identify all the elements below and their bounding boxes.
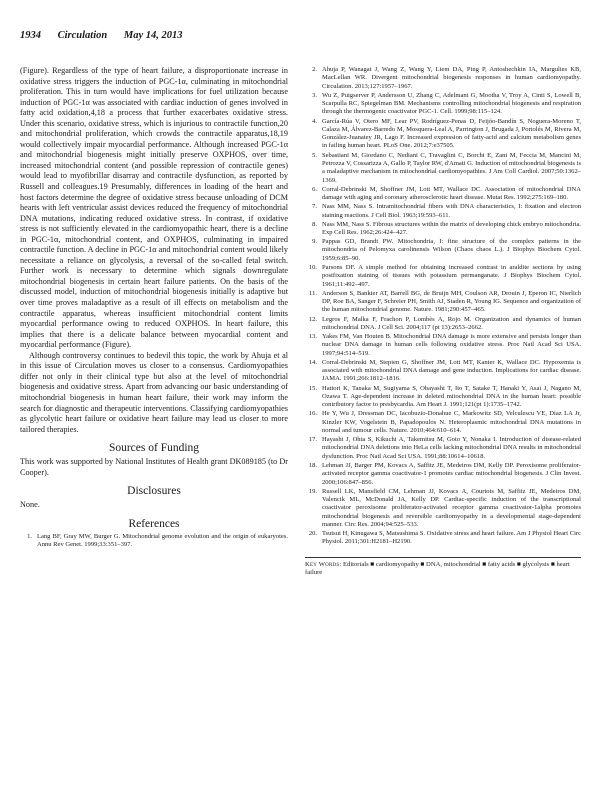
reference-text: Russell LK, Mansfield CM, Lehman JJ, Kovacs A, Courtois M, Saffitz JE, Medeiros DM, Valencik ML, McDonald JA, Kelly DP. Cardiac-specific induction of the transcriptional coactivator peroxisome proliferator-activated receptor gamma coactivator-1alpha promotes mitochondrial biogenesis and reversible cardiomyopathy in a developmental stage-dependent manner. Circ Res. 2004;94:525–533. bbox=[322, 487, 581, 528]
reference-number: 1. bbox=[27, 532, 32, 540]
keywords-divider bbox=[305, 557, 581, 558]
reference-item bbox=[305, 530, 581, 547]
reference-number: 20. bbox=[308, 530, 317, 538]
reference-text: Hattori K, Tanaka M, Sugiyama S, Obayashi T, Ito T, Satake T, Hanaki Y, Asai J, Nagano M, Ozawa T. Age-dependent increase in deleted mitochondrial DNA in the human heart: possible contributory factor to presbycardia. Am Heart J. 1991;121(pt 1):1735–1742. bbox=[322, 384, 581, 409]
reference-item bbox=[305, 385, 581, 410]
reference-text: He Y, Wu J, Dressman DC, Iacobuzio-Donahue C, Markowitz SD, Velculescu VE, Diaz LA Jr, Kinzler KW, Vogelstein B, Papadopoulos N. Heteroplasmic mitochondrial DNA mutations in normal and tumour cells. Nature. 2010;464:610–614. bbox=[322, 410, 581, 434]
reference-item bbox=[305, 290, 581, 315]
keywords-text: Editorials ■ cardiomyopathy ■ DNA, mitochondrial ■ fatty acids ■ glycolysis ■ heart failure bbox=[305, 560, 570, 577]
reference-number: 3. bbox=[312, 91, 317, 99]
reference-item bbox=[305, 488, 581, 529]
reference-item bbox=[20, 533, 288, 550]
reference-number: 4. bbox=[312, 117, 317, 125]
reference-item bbox=[305, 264, 581, 289]
reference-item bbox=[305, 92, 581, 117]
reference-item bbox=[305, 333, 581, 358]
journal-name: Circulation bbox=[57, 30, 108, 41]
disclosures-text bbox=[20, 500, 288, 511]
disclosures-paragraph: None. bbox=[20, 500, 40, 510]
reference-text: Corral-Debrinski M, Shoffner JM, Lott MT, Wallace DC. Association of mitochondrial DNA damage with aging and coronary atherosclerotic heart disease. Mutat Res. 1992;275:169–180. bbox=[322, 185, 581, 202]
reference-text: Pappas GD, Brandt PW. Mitochondria, I: fine structure of the complex patterns in the mitochondria of Pelomyxa carolinensis Wilson (Chaos chaos L.). J Biophys Biochem Cytol. 1959;6:85–90. bbox=[322, 238, 581, 262]
reference-number: 16. bbox=[308, 410, 317, 418]
reference-item bbox=[305, 118, 581, 151]
reference-text: Lehman JJ, Barger PM, Kovacs A, Saffitz JE, Medeiros DM, Kelly DP. Peroxisome proliferator-activated receptor gamma coactivator-1 promotes cardiac mitochondrial biogenesis. J Clin Invest. 2000;106:847–856. bbox=[322, 461, 581, 486]
body-text bbox=[20, 66, 288, 435]
keywords bbox=[305, 561, 581, 578]
reference-number: 14. bbox=[308, 358, 317, 366]
reference-number: 8. bbox=[312, 220, 317, 228]
page-header bbox=[20, 30, 580, 44]
reference-number: 18. bbox=[308, 461, 317, 469]
reference-text: Ahuja P, Wanagat J, Wang Z, Wang Y, Liem DA, Ping P, Antoshechkin IA, Margulies KB, MacLellan WR. Divergent mitochondrial biogenesis responses in human cardiomyopathy. Circulation. 2013;127:1957–1967. bbox=[322, 66, 581, 90]
reference-item bbox=[305, 152, 581, 185]
reference-text: Parsons DF. A simple method for obtaining increased contrast in araldite sections by using postfixation staining of tissues with potassium permanganate. J Biophys Biochem Cytol. 1961;11:492–497. bbox=[322, 263, 581, 288]
funding-paragraph: This work was supported by National Institutes of Health grant DK089185 (to Dr Cooper). bbox=[20, 457, 288, 477]
reference-text: Nass MM, Nass S. Fibrous structures within the matrix of developing chick embryo mitochondria. Exp Cell Res. 1962;26:424–427. bbox=[322, 220, 581, 236]
reference-text: Yakes FM, Van Houten B. Mitochondrial DNA damage is more extensive and persists longer than nuclear DNA damage in human cells following oxidative stress. Proc Natl Acad Sci USA. 1997;94:514–519. bbox=[322, 333, 581, 357]
reference-text: Tsutsui H, Kinugawa S, Matsushima S. Oxidative stress and heart failure. Am J Physiol Heart Circ Physiol. 2011;301:H2181–H2190. bbox=[322, 530, 581, 546]
reference-number: 5. bbox=[312, 151, 317, 159]
funding-text bbox=[20, 457, 288, 478]
reference-item bbox=[305, 410, 581, 435]
reference-text: Sebastiani M, Giordano C, Nediani C, Travaglini C, Borchi E, Zani M, Feccia M, Mancini M, Petrozza V, Cossarizza A, Gallo P, Taylor RW, d'Amati G. Induction of mitochondrial biogenesis is a maladaptive mechanism in mitochondrial cardiomyopathies. J Am Coll Cardiol. 2007;50:1362–1369. bbox=[322, 151, 581, 184]
reference-number: 6. bbox=[312, 185, 317, 193]
issue-date: May 14, 2013 bbox=[123, 30, 183, 41]
reference-number: 13. bbox=[308, 333, 317, 340]
references-list-right bbox=[305, 66, 581, 547]
keywords-label: Key Words: bbox=[305, 560, 342, 568]
reference-number: 17. bbox=[308, 436, 317, 444]
funding-heading: Sources of Funding bbox=[108, 442, 200, 455]
body-paragraph-1: (Figure). Regardless of the type of heart failure, a disproportionate increase in oxidative stress triggers the induction of PGC-1α, culminating in mitochondrial proliferation. This in turn would have implications for fuel utilization because induction of PGC-1α was associated with cardiac induction of genes involved in fatty acid oxidation,4,18 a process that further exacerbates oxidative stress. Under this scenario, oxidative stress, which is injurious to contractile function,20 and mitochondrial proliferation, which crowds the contractile apparatus,18,19 would collectively impair myocardial performance. Although increased PGC-1α and mitochondrial biogenesis might initially preserve OXPHOS, over time, increased mitochondrial content (and possible repression of contractile genes) would lead to myofibrillar disarray and contractile dysfunction, as reported by Russell and colleagues.19 Presumably, differences in loading of the heart and host factors determine the degree of oxidative stress because unloading of DCM hearts with left ventricular assist devices reduced the frequency of mitochondrial DNA mutations, indicating reduced oxidative stress. In contrast, if oxidative stress is not sufficiently elevated in the cardiomyopathic heart, there is a decline in PGC-1α, mitochondrial content, and OXPHOS, culminating in impaired contractile function. A decline in PGC-1α and mitochondrial content would likely necessitate a reliance on glycolysis, a reversal of the so-called fetal switch. Further work is necessary to determine which signals downregulate mitochondrial biogenesis in certain heart failure patients. On the basis of the discussed model, induction of mitochondrial biogenesis initially is adaptive but over time proves maladaptive as a result of ill effects on metabolism and the contractile apparatus, whereas insufficient mitochondrial content limits myocardial performance owing to reduced OXPHOS. In heart failure, this implies that there is a delicate balance between myocardial content and myocardial performance (Figure). bbox=[20, 66, 288, 350]
reference-number: 12. bbox=[308, 315, 317, 323]
reference-item bbox=[305, 221, 581, 238]
disclosures-heading: Disclosures bbox=[127, 485, 181, 498]
reference-number: 7. bbox=[312, 203, 317, 211]
right-column bbox=[305, 66, 581, 578]
references-list-left bbox=[20, 533, 288, 550]
body-paragraph-2: Although controversy continues to bedevil this topic, the work by Ahuja et al in this issue of Circulation moves us closer to a consensus. Cardiomyopathies differ not only in their clinical type but also at the level of mitochondrial biogenesis and oxidative stress. Apart from advancing our basic understanding of mitochondrial biogenesis in human heart failure, their work may inform the search for diagnostic and therapeutic interventions. Classifying cardiomyopathies as glycolytic heart failure or oxidative heart failure may lead us closer to more tailored therapies. bbox=[20, 350, 288, 434]
reference-number: 9. bbox=[312, 238, 317, 246]
reference-text: Anderson S, Bankier AT, Barrell BG, de Bruijn MH, Coulson AR, Drouin J, Eperon IC, Nierlich DP, Roe BA, Sanger F, Schreier PH, Smith AJ, Staden R, Young IG. Sequence and organization of the human mitochondrial genome. Nature. 1981;290:457–465. bbox=[322, 289, 581, 314]
reference-text: Hayashi J, Ohta S, Kikuchi A, Takemitsu M, Goto Y, Nonaka I. Introduction of disease-related mitochondrial DNA deletions into HeLa cells lacking mitochondrial DNA results in mitochondrial dysfunction. Proc Natl Acad Sci USA. 1991;88:10614–10618. bbox=[322, 436, 581, 460]
reference-text: Nass MM, Nass S. Intramitochondrial fibers with DNA characteristics, I: fixation and electron staining reactions. J Cell Biol. 1963;19:593–611. bbox=[322, 203, 581, 219]
reference-item bbox=[305, 66, 581, 91]
left-column bbox=[20, 66, 288, 549]
reference-item bbox=[305, 203, 581, 220]
page-number: 1934 bbox=[20, 30, 41, 41]
reference-number: 10. bbox=[308, 263, 317, 271]
reference-number: 15. bbox=[308, 384, 317, 392]
reference-number: 2. bbox=[312, 66, 317, 73]
reference-item bbox=[305, 238, 581, 263]
reference-item bbox=[305, 359, 581, 384]
reference-item bbox=[305, 462, 581, 487]
reference-number: 19. bbox=[308, 487, 317, 495]
reference-text: García-Rúa V, Otero MF, Lear PV, Rodríguez-Penas D, Feijóo-Bandín S, Noguera-Moreno T, Calaza M, Álvarez-Barredo M, Mosquera-Leal A, Parrington J, Brugada J, Portolés M, Rivera M, González-Juanatey JR, Lago F. Increased expression of fatty-acid and calcium metabolism genes in failing human heart. PLoS One. 2012;7:e37505. bbox=[322, 117, 581, 150]
reference-text: Legros F, Malka F, Frachon P, Lombès A, Rojo M. Organization and dynamics of human mitochondrial DNA. J Cell Sci. 2004;117 (pt 13):2653–2662. bbox=[322, 315, 581, 331]
reference-text: Lang BF, Gray MW, Burger G. Mitochondrial genome evolution and the origin of eukaryotes. Annu Rev Genet. 1999;33:351–397. bbox=[37, 532, 288, 549]
reference-item bbox=[305, 186, 581, 203]
reference-item bbox=[305, 316, 581, 333]
reference-number: 11. bbox=[309, 289, 317, 297]
reference-item bbox=[305, 436, 581, 461]
reference-text: Corral-Debrinski M, Stepien G, Shoffner JM, Lott MT, Kanter K, Wallace DC. Hypoxemia is associated with mitochondrial DNA damage and gene induction. Implications for cardiac disease. JAMA. 1991;266:1812–1816. bbox=[322, 358, 581, 383]
reference-text: Wu Z, Puigserver P, Andersson U, Zhang C, Adelmant G, Mootha V, Troy A, Cinti S, Lowell B, Scarpulla RC, Spiegelman BM. Mechanisms controlling mitochondrial biogenesis and respiration through the thermogenic coactivator PGC-1. Cell. 1999;98:115–124. bbox=[322, 91, 581, 116]
references-heading: References bbox=[128, 517, 180, 530]
